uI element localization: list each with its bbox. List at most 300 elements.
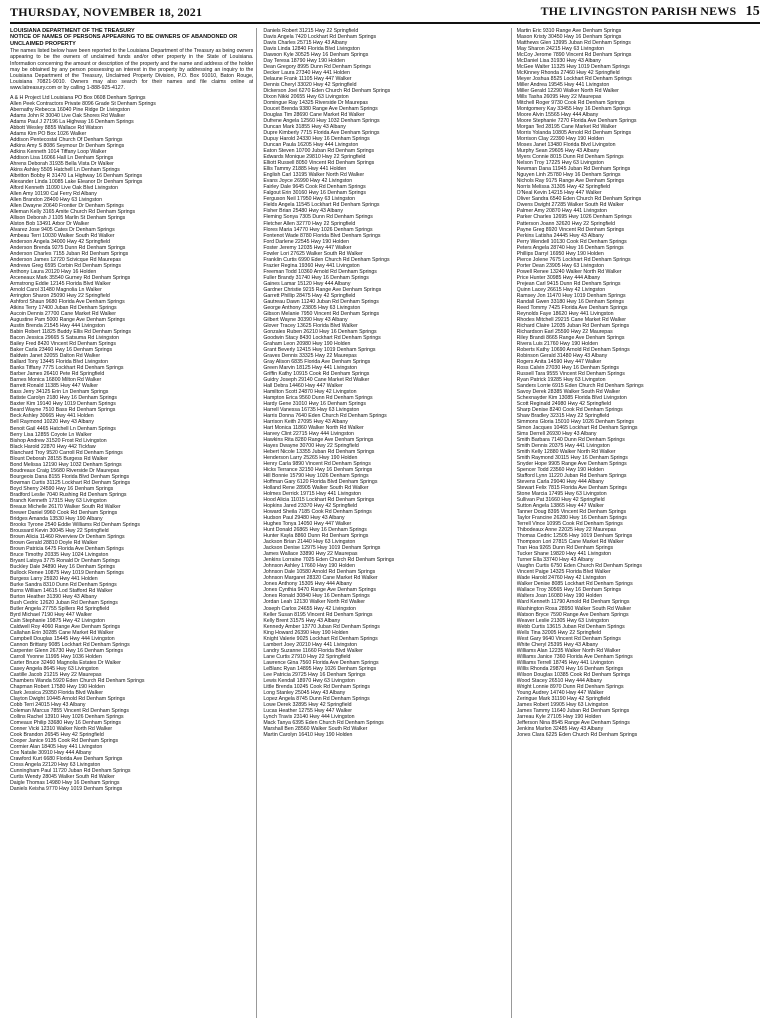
owner-entry: Smith Kelly 12880 Walker North Rd Walker bbox=[516, 449, 616, 456]
owner-entry: Brown Patricia 6475 Florida Ave Denham Springs bbox=[10, 545, 124, 552]
owner-entry: Cooper Janice 9135 Cook Rd Denham Springs bbox=[10, 738, 119, 745]
owner-entry: Snyder Hope 9905 Range Ave Denham Springs bbox=[516, 461, 627, 468]
owner-entry: Norris Melissa 31305 Hwy 42 Springfield bbox=[516, 184, 611, 191]
owner-entry: Dean Gregory 8995 Dunn Rd Denham Springs bbox=[263, 64, 371, 71]
owner-entry: Sutton Angela 13865 Hwy 447 Walker bbox=[516, 503, 604, 510]
owner-entry: Mack Tanya 6395 Eden Church Rd Denham Springs bbox=[263, 719, 384, 726]
owner-entry: Brown Alicia 11460 Riverview Dr Denham Springs bbox=[10, 533, 125, 540]
owner-entry: Parker Charles 12695 Hwy 1026 Denham Springs bbox=[516, 214, 632, 221]
owner-entry: Long Stanley 25045 Hwy 43 Albany bbox=[263, 689, 346, 696]
owner-entry: Myers Connie 8015 Dunn Rd Denham Springs bbox=[516, 154, 624, 161]
owner-entry: Porter Dean 23905 Hwy 63 Livingston bbox=[516, 262, 605, 269]
owner-entry: Armstrong Eddie 12145 Florida Blvd Walker bbox=[10, 281, 111, 288]
owner-entry: Hayes Dwayne 30700 Hwy 22 Springfield bbox=[263, 443, 359, 450]
owner-entry: Jenkins Lorraine 7025 Eden Church Rd Denham Springs bbox=[263, 557, 395, 564]
owner-entry: Davis Linda 12840 Florida Blvd Livingston bbox=[263, 46, 360, 53]
owner-entry: James Wallace 33890 Hwy 22 Maurepas bbox=[263, 551, 358, 558]
owner-entry: Blount Deborah 28155 Burgess Rd Walker bbox=[10, 455, 108, 462]
owner-entry: Kelly Brent 31575 Hwy 43 Albany bbox=[263, 617, 341, 624]
owner-entry: Anderson Charles 7155 Juban Rd Denham Springs bbox=[10, 251, 129, 258]
owner-entry: Guidry Joseph 29140 Cane Market Rd Walker bbox=[263, 376, 370, 383]
owner-entry: Oliver Sandra 6540 Eden Church Rd Denham Springs bbox=[516, 196, 642, 203]
owner-entry: Castille Jacob 21215 Hwy 22 Maurepas bbox=[10, 672, 102, 679]
owner-entry: Allison Deborah J 1105 Marlin St Denham Springs bbox=[10, 214, 126, 221]
owner-entry: Richard Claire 12035 Juban Rd Denham Springs bbox=[516, 322, 630, 329]
owner-entry: Dennis Cheryl 33020 Hwy 42 Springfield bbox=[263, 82, 357, 89]
owner-entry: Mason Kristy 30450 Hwy 16 Denham Springs bbox=[516, 34, 622, 41]
column-1 bbox=[10, 28, 253, 1018]
owner-entry: Eaton Steven 10700 Juban Rd Denham Springs bbox=[263, 148, 375, 155]
owner-entry: Glover Tracey 13625 Florida Blvd Walker bbox=[263, 322, 358, 329]
column-divider bbox=[511, 28, 512, 1018]
owner-entry: Chapman Robert 17580 Hwy 190 Holden bbox=[10, 684, 105, 691]
owner-entry: Williams Alan 12235 Walker North Rd Walker bbox=[516, 647, 621, 654]
owner-entry: Harvey Clint 22715 Hwy 444 Livingston bbox=[263, 431, 354, 438]
owner-entry: Sullivan Pat 31660 Hwy 42 Springfield bbox=[516, 497, 605, 504]
owner-entry: Hoffman Gary 6120 Florida Blvd Denham Springs bbox=[263, 479, 378, 486]
owner-entry: Lambert Joey 20210 Hwy 441 Livingston bbox=[263, 641, 358, 648]
owner-entry: Gonzales Ruben 26210 Hwy 16 Denham Springs bbox=[263, 328, 377, 335]
owner-entry: Broussard Kevin 30045 Hwy 22 Springfield bbox=[10, 527, 109, 534]
owner-entry: Burgess Larry 25920 Hwy 441 Holden bbox=[10, 575, 98, 582]
owner-entry: Ambeau Terri 10030 Walker South Rd Walker bbox=[10, 233, 115, 239]
owner-entry: Hood Alicia 11015 Lockhart Rd Denham Springs bbox=[263, 497, 375, 504]
owner-entry: Burke Sandra 8310 Dunn Rd Denham Springs bbox=[10, 581, 117, 588]
owner-entry: Smith Dennis 20375 Hwy 441 Livingston bbox=[516, 443, 610, 450]
owner-entry: Lowe Derek 32895 Hwy 42 Springfield bbox=[263, 701, 352, 708]
owner-entry: George Anthony 23805 Hwy 63 Livingston bbox=[263, 304, 361, 311]
owner-entry: Jones Ronald 30840 Hwy 16 Denham Springs bbox=[263, 593, 370, 600]
owner-entry: Domingue Ray 14325 Riverside Dr Maurepas bbox=[263, 100, 368, 107]
owner-entry: Randall Gwen 33180 Hwy 16 Denham Springs bbox=[516, 298, 624, 305]
owner-entry: Albritton Bobby R 31470 La Highway 16 Denham Springs bbox=[10, 172, 143, 179]
owner-entry: Hamilton Scott 24870 Hwy 42 Livingston bbox=[263, 388, 357, 395]
owner-entry: Reynolds Faye 18620 Hwy 441 Livingston bbox=[516, 310, 614, 317]
owner-entry: Price Hunter 30985 Hwy 444 Albany bbox=[516, 274, 600, 281]
owner-entry: Aucoin Dennis 27700 Cane Market Rd Walker bbox=[10, 311, 116, 318]
owner-entry: Duncan Paula 16205 Hwy 444 Livingston bbox=[263, 142, 359, 149]
owner-entry: Ward Kenneth 11790 Arnold Rd Denham Springs bbox=[516, 599, 630, 606]
owner-entry: Blanchard Troy 9520 Carroll Rd Denham Springs bbox=[10, 449, 123, 456]
owner-entry: Bourgeois Dana 8155 Florida Blvd Denham Springs bbox=[10, 473, 130, 480]
owner-entry: Delaune Frank 11105 Hwy 447 Walker bbox=[263, 76, 352, 83]
page-number: 15 bbox=[745, 4, 760, 19]
owner-entry: Davis Angela 7420 Lockhart Rd Denham Springs bbox=[263, 34, 377, 41]
owner-entry: Barrett Ronald 11385 Hwy 447 Walker bbox=[10, 383, 98, 390]
owner-entry: Foster Jeremy 12035 Hwy 447 Walker bbox=[263, 244, 352, 251]
owner-entry: Bell Raymond 10220 Hwy 43 Albany bbox=[10, 419, 94, 426]
owner-entry: Jones Cynthia 9470 Range Ave Denham Springs bbox=[263, 587, 376, 594]
owner-entry: Stevens Carla 29040 Hwy 444 Albany bbox=[516, 479, 604, 486]
owner-entry: Falgout Erin 30160 Hwy 16 Denham Springs bbox=[263, 190, 366, 197]
owner-entry: Daigle Thomas 14980 Hwy 16 Denham Springs bbox=[10, 780, 120, 787]
owner-entry: May Sharon 24215 Hwy 63 Livingston bbox=[516, 46, 605, 53]
owner-entry: Anthony Laura 20120 Hwy 16 Holden bbox=[10, 269, 97, 276]
owner-entry: Nelson Troy 17225 Hwy 63 Livingston bbox=[516, 160, 604, 167]
owner-entry: Lewis Kendall 18970 Hwy 63 Livingston bbox=[263, 677, 355, 684]
owner-entry: Lucas Heather 12755 Hwy 447 Walker bbox=[263, 707, 352, 714]
owner-entry: Morgan Ted 28195 Cane Market Rd Walker bbox=[516, 124, 617, 131]
owner-entry: Dufrene Angela 12560 Hwy 1032 Denham Springs bbox=[263, 118, 380, 125]
owner-entry: Andrews Greg 6595 Corbin Rd Denham Springs bbox=[10, 263, 122, 270]
owner-entry: Nichols Ray 9175 Range Ave Denham Springs bbox=[516, 178, 625, 185]
owner-entry: Barnes Monica 16800 Milton Rd Walker bbox=[10, 377, 102, 384]
owner-entry: Grant Beverly 12415 Hwy 1019 Denham Springs bbox=[263, 346, 376, 353]
owner-entry: Hawkins Rita 8280 Range Ave Denham Springs bbox=[263, 437, 374, 444]
owner-entry: Thompson Lori 27815 Cane Market Rd Walker bbox=[516, 539, 624, 546]
owner-entry: Little Brenda 10245 Cook Rd Denham Springs bbox=[263, 683, 371, 690]
owner-entry: Curtis Wendy 28045 Walker South Rd Walker bbox=[10, 774, 115, 781]
owner-entry: Alford Kenneth 11090 Live Oak Blvd Livingston bbox=[10, 184, 119, 191]
owner-entry: Miller Andrea 19545 Hwy 441 Livingston bbox=[516, 82, 610, 89]
owner-entry: Arnold Carol 31480 Magnolia Ln Walker bbox=[10, 287, 102, 294]
owner-entry: Black Harold 22870 Hwy 442 Tickfaw bbox=[10, 443, 96, 450]
owner-entry: Nguyen Linh 25780 Hwy 16 Denham Springs bbox=[516, 172, 621, 179]
owner-entry: Rivera Luis 21760 Hwy 190 Holden bbox=[516, 340, 598, 347]
owner-entry: Mitchell Roger 9730 Cook Rd Denham Springs bbox=[516, 100, 625, 107]
owner-entry: Moore Alvin 15565 Hwy 444 Albany bbox=[516, 112, 599, 119]
owner-entry: Jones Clara 6225 Eden Church Rd Denham Springs bbox=[516, 731, 638, 738]
owner-entry: Carter Bruce 32460 Magnolia Estates Dr Walker bbox=[10, 660, 121, 667]
owner-entry: Murphy Sean 29605 Hwy 43 Albany bbox=[516, 148, 600, 155]
owner-entry: Bullock Renee 10875 Hwy 1019 Denham Springs bbox=[10, 569, 124, 576]
owner-entry: Stone Marcia 17495 Hwy 63 Livingston bbox=[516, 491, 607, 498]
owner-entry: Riley Brandi 8665 Range Ave Denham Springs bbox=[516, 334, 625, 341]
owner-entry: Johnson Dale 10580 Arnold Rd Denham Springs bbox=[263, 569, 376, 576]
owner-entry: LeBlanc Ryan 14895 Hwy 1026 Denham Springs bbox=[263, 665, 377, 672]
owner-entry: Moses Janet 13480 Florida Blvd Livingston bbox=[516, 142, 616, 149]
owner-entry: Ross Calvin 27030 Hwy 16 Denham Springs bbox=[516, 364, 620, 371]
owner-entry: Davis Charles 25715 Hwy 43 Albany bbox=[263, 40, 348, 47]
owner-entry: Dupuy Harold 24330 Hwy 16 Denham Springs bbox=[263, 136, 370, 143]
owner-entry: Chambers Wanda 5920 Eden Church Rd Denham Springs bbox=[10, 678, 145, 685]
owner-entry: Cross Angela 22120 Hwy 63 Livingston bbox=[10, 762, 101, 769]
owner-entry: Richardson Earl 25590 Hwy 22 Maurepas bbox=[516, 328, 613, 335]
owner-entry: Atkins Terry 17400 Juban Rd Denham Springs bbox=[10, 305, 117, 312]
owner-entry: Wells Tina 32005 Hwy 22 Springfield bbox=[516, 629, 602, 636]
owner-entry: Cain Stephanie 19875 Hwy 42 Livingston bbox=[10, 618, 105, 624]
owner-entry: Allen Brandon 28400 Hwy 63 Livingston bbox=[10, 196, 102, 203]
owner-entry: Hicks Terrance 32150 Hwy 16 Denham Springs bbox=[263, 467, 373, 474]
owner-entry: Harrell Vanessa 16735 Hwy 63 Livingston bbox=[263, 406, 360, 413]
owner-entry: Evans Joyce 26990 Hwy 42 Livingston bbox=[263, 178, 353, 185]
owner-entry: Cunningham Paul 11720 Juban Rd Denham Springs bbox=[10, 768, 131, 775]
owner-entry: Robinson Gerald 31480 Hwy 43 Albany bbox=[516, 352, 608, 359]
owner-entry: Peters Angela 28740 Hwy 16 Denham Springs bbox=[516, 244, 624, 251]
owner-entry: Jackson Brian 21440 Hwy 63 Livingston bbox=[263, 539, 356, 546]
paper-title: THE LIVINGSTON PARISH NEWS bbox=[540, 4, 737, 18]
owner-entry: Howard Sheila 7185 Cook Rd Denham Springs bbox=[263, 509, 372, 516]
owner-entry: Adams Kim PO Box 1026 Walker bbox=[10, 130, 87, 137]
owner-entry: Carroll Yvonne 11995 Hwy 1036 Holden bbox=[10, 654, 102, 661]
owner-entry: Casey Angela 8645 Hwy 63 Livingston bbox=[10, 666, 99, 673]
owner-entry: Green Marvin 18125 Hwy 441 Livingston bbox=[263, 364, 358, 371]
owner-entry: Jackson Denise 12975 Hwy 1019 Denham Springs bbox=[263, 545, 381, 552]
owner-entry: Bishop Andrew 31520 Frost Rd Livingston bbox=[10, 437, 107, 444]
column-divider bbox=[256, 28, 257, 1018]
owner-entry: King Howard 26390 Hwy 190 Holden bbox=[263, 629, 349, 636]
owner-entry: Day Teresa 18790 Hwy 190 Holden bbox=[263, 58, 345, 65]
owner-entry: Dickerson Joel 6270 Eden Church Rd Denham Springs bbox=[263, 88, 391, 95]
owner-entry: James Robert 19905 Hwy 63 Livingston bbox=[516, 701, 609, 708]
owner-entry: Washington Rosa 28950 Walker South Rd Walker bbox=[516, 605, 632, 612]
owner-entry: Gibson Melanie 7950 Vincent Rd Denham Springs bbox=[263, 310, 380, 317]
owner-entry: Clark Jessica 29350 Florida Blvd Walker bbox=[10, 690, 103, 697]
owner-entry: Tucker Shane 19820 Hwy 441 Livingston bbox=[516, 551, 612, 558]
owner-entry: Owens Dwight 27285 Walker South Rd Walker bbox=[516, 202, 624, 209]
owner-entry: Alvarez Jose 9405 Cates Dr Denham Springs bbox=[10, 226, 115, 233]
owner-entry: Kennedy Amber 13770 Juban Rd Denham Springs bbox=[263, 623, 380, 630]
owner-entry: Ballard Tony 13445 Florida Blvd Livingston bbox=[10, 359, 108, 366]
owner-entry: Decker Laura 27340 Hwy 441 Holden bbox=[263, 70, 350, 77]
owner-entry: Anderson Angela 34000 Hwy 42 Springfield bbox=[10, 239, 111, 246]
owner-entry: Bond Melissa 12190 Hwy 1032 Denham Springs bbox=[10, 461, 122, 468]
owner-entry: Franklin Curtis 6990 Eden Church Rd Denham Springs bbox=[263, 256, 390, 263]
owner-entry: Simmons Gloria 15010 Hwy 1026 Denham Springs bbox=[516, 419, 635, 426]
owner-entry: Fairley Dale 9645 Cook Rd Denham Springs bbox=[263, 184, 366, 191]
owner-entry: Newman Dana 11945 Juban Rd Denham Springs bbox=[516, 166, 631, 173]
owner-entry: Graves Dennis 33325 Hwy 22 Maurepas bbox=[263, 352, 357, 359]
owner-entry: Young Audrey 14740 Hwy 447 Walker bbox=[516, 689, 604, 696]
owner-entry: Savoy Derek 28385 Walker South Rd Walker bbox=[516, 388, 621, 395]
owner-entry: Joseph Carlos 24655 Hwy 42 Livingston bbox=[263, 605, 356, 612]
owner-entry: Hill Bonnie 15790 Hwy 1026 Denham Springs bbox=[263, 473, 369, 480]
owner-entry: Cox Natalie 30910 Hwy 444 Albany bbox=[10, 750, 92, 757]
owner-entry: Conner Vicki 12310 Walker North Rd Walker bbox=[10, 726, 113, 733]
owner-entry: Edwards Monique 29810 Hwy 22 Springfield bbox=[263, 154, 366, 161]
owner-entry: Brewer Daniel 9960 Cook Rd Denham Springs bbox=[10, 509, 118, 516]
owner-entry: Dawson Kyle 30525 Hwy 16 Denham Springs bbox=[263, 52, 369, 59]
owner-entry: Wilson Douglas 10385 Cook Rd Denham Springs bbox=[516, 671, 631, 678]
owner-entry: Hunt Donald 26865 Hwy 16 Denham Springs bbox=[263, 527, 367, 534]
owner-entry: Holland Rene 28905 Walker South Rd Walker bbox=[263, 485, 369, 492]
owner-entry: Spencer Todd 23560 Hwy 190 Holden bbox=[516, 467, 604, 474]
owner-entry: Flores Maria 14770 Hwy 1026 Denham Springs bbox=[263, 226, 373, 233]
owner-entry: Johnson Ashley 17660 Hwy 190 Holden bbox=[263, 563, 356, 570]
owner-entry: Augustine Pam 5000 Range Ave Denham Springs bbox=[10, 317, 125, 324]
owner-entry: West Gary 9640 Vincent Rd Denham Springs bbox=[516, 635, 621, 642]
owner-entry: Goodwin Stacy 8430 Lockhart Rd Denham Springs bbox=[263, 334, 381, 341]
owner-entry: Willis Rhonda 29870 Hwy 16 Denham Springs bbox=[516, 665, 624, 672]
owner-entry: A & H Project Ltd Louisiana PO Box 0608 Denham Springs bbox=[10, 94, 146, 101]
owner-entry: Walker Denise 8085 Lockhart Rd Denham Springs bbox=[516, 581, 633, 588]
owner-entry: Comeaux Philip 33680 Hwy 16 Denham Springs bbox=[10, 720, 122, 727]
owner-entry: McCoy Jerome 7890 Vincent Rd Denham Springs bbox=[516, 52, 632, 59]
owner-entry: Addison Pentecostal Church Of Denham Springs bbox=[10, 136, 123, 143]
owner-entry: Dixon Nikki 20655 Hwy 63 Livingston bbox=[263, 94, 349, 101]
owner-entry: Burton Heather 31390 Hwy 43 Albany bbox=[10, 593, 97, 600]
owner-entry: Walters Joan 16080 Hwy 190 Holden bbox=[516, 593, 603, 600]
owner-entry: Campbell Douglas 15445 Hwy 444 Livingston bbox=[10, 636, 115, 643]
owner-entry: Wright Lonnie 8970 Dunn Rd Denham Springs bbox=[516, 683, 624, 690]
owner-entry: Prejean Carl 9415 Dunn Rd Denham Springs bbox=[516, 280, 621, 287]
owner-entry: Bush Cedric 12620 Juban Rd Denham Springs bbox=[10, 599, 118, 606]
owner-entry: Webb Curtis 13615 Juban Rd Denham Springs bbox=[516, 623, 625, 630]
owner-entry: Tanner Doug 8395 Vincent Rd Denham Springs bbox=[516, 509, 627, 516]
owner-entry: Jarreau Kyle 27105 Hwy 190 Holden bbox=[516, 713, 602, 720]
issue-date: THURSDAY, NOVEMBER 18, 2021 bbox=[10, 5, 203, 19]
owner-entry: Rhodes Mitchell 29215 Cane Market Rd Walker bbox=[516, 316, 627, 323]
owner-entry: Meyer Joshua 8525 Lockhart Rd Denham Springs bbox=[516, 76, 632, 83]
owner-entry: Adkins Kenneth 1014 Tiffany Loop Walker bbox=[10, 148, 107, 155]
owner-entry: Brooks Tyrone 2540 Eddie Williams Rd Denham Springs bbox=[10, 521, 140, 528]
owner-entry: Alleman Kelly 3165 Amite Church Rd Denham Springs bbox=[10, 208, 136, 215]
owner-entry: Collins Rachel 13910 Hwy 1026 Denham Springs bbox=[10, 714, 124, 721]
owner-entry: Hughes Tonya 14050 Hwy 447 Walker bbox=[263, 521, 352, 528]
owner-entry: Phillips Darryl 16950 Hwy 190 Holden bbox=[516, 250, 604, 257]
owner-entry: Payne Greg 8920 Vincent Rd Denham Springs bbox=[516, 226, 625, 233]
owner-entry: Baxter Kim 19140 Hwy 1019 Denham Springs bbox=[10, 401, 116, 408]
owner-entry: Fisher Brian 25480 Hwy 43 Albany bbox=[263, 208, 343, 215]
owner-entry: McGee Walter 11325 Hwy 1019 Denham Springs bbox=[516, 64, 630, 71]
owner-entry: Gilbert Wayne 30390 Hwy 43 Albany bbox=[263, 316, 348, 323]
owner-entry: Zeringue Mark 31190 Hwy 42 Springfield bbox=[516, 695, 611, 702]
owner-entry: James Tammy 11640 Juban Rd Denham Springs bbox=[516, 707, 630, 714]
owner-entry: Schexnayder Kim 13085 Florida Blvd Livingston bbox=[516, 394, 627, 401]
owner-entry: Burns William 14615 Lod Stafford Rd Walker bbox=[10, 587, 113, 594]
owner-entry: Baker Carla 23460 Hwy 16 Denham Springs bbox=[10, 347, 113, 354]
owner-entry: Gautreau Dawn 11240 Juban Rd Denham Springs bbox=[263, 298, 379, 305]
owner-entry: Taylor Francine 26280 Hwy 16 Denham Springs bbox=[516, 515, 627, 522]
owner-entry: Alexander Linda 10085 Lake Eleanor Dr Denham Springs bbox=[10, 178, 143, 185]
owner-entry: Wood Stacey 26510 Hwy 444 Albany bbox=[516, 677, 602, 684]
owner-entry: Banks Tiffany 7775 Lockhart Rd Denham Springs bbox=[10, 365, 124, 372]
owner-entry: Bass Jerry 34125 Erin Ln Denham Springs bbox=[10, 389, 109, 396]
owner-entry: Butler Angela 27755 Spillers Rd Springfield bbox=[10, 605, 110, 612]
owner-entry: Landry Suzanne 11660 Florida Blvd Walker bbox=[263, 647, 363, 654]
owner-entry: Fletcher Allen 32770 Hwy 22 Springfield bbox=[263, 220, 356, 227]
owner-entry: Callahan Erin 30285 Cane Market Rd Walker bbox=[10, 630, 114, 637]
owner-entry: Johnson Margaret 28320 Cane Market Rd Walker bbox=[263, 575, 378, 582]
owner-entry: Vincent Paige 14325 Florida Blvd Walker bbox=[516, 569, 611, 576]
owner-entry: Hebert Nicole 13355 Juban Rd Denham Springs bbox=[263, 449, 375, 456]
owner-entry: Duncan Mark 31855 Hwy 43 Albany bbox=[263, 124, 346, 131]
owner-entry: Jordan Leah 12130 Walker North Rd Walker bbox=[263, 599, 366, 606]
owner-entry: Ferguson Neil 17950 Hwy 63 Livingston bbox=[263, 196, 356, 203]
owner-entry: Allen Amy 10190 Cal Ferry Rd Albany bbox=[10, 190, 97, 197]
owner-entry: Lopez Angela 8745 Dunn Rd Denham Springs bbox=[263, 695, 370, 702]
owner-entry: Adkins Amy S 8086 Seymour Dr Denham Springs bbox=[10, 142, 125, 149]
owner-entry: Ramsey Jon 11470 Hwy 1019 Denham Springs bbox=[516, 292, 626, 299]
owner-entry: Fuller Brandy 31740 Hwy 16 Denham Springs bbox=[263, 274, 369, 281]
owner-entry: Wade Harold 24760 Hwy 42 Livingston bbox=[516, 575, 607, 582]
owner-entry: White Cheryl 25395 Hwy 43 Albany bbox=[516, 641, 598, 648]
owner-entry: Bradford Leslie 7040 Rushing Rd Denham Springs bbox=[10, 491, 127, 498]
owner-entry: Henry Carla 9890 Vincent Rd Denham Springs bbox=[263, 461, 371, 468]
owner-entry: Anderson Brenda 9275 Dunn Rd Denham Springs bbox=[10, 245, 126, 252]
owner-entry: Martin Carolyn 16410 Hwy 190 Holden bbox=[263, 731, 353, 738]
owner-entry: Ahrens Deborah 31935 Bella Vista Dr Walker bbox=[10, 160, 114, 167]
owner-entry: Hall Debra 14460 Hwy 447 Walker bbox=[263, 382, 343, 389]
owner-entry: Dupre Kimberly 7715 Florida Ave Denham Springs bbox=[263, 130, 380, 137]
notice-body: The names listed below have been reported to the Louisiana Department of the Treasury as being owners appearing to be the owners of unclaimed funds and/or other property in the State of Louisiana. Information concerning the amount or description of the property and the name and address of the holder may be obtained by any person possessing an interest in the property by addressing an inquiry to the Louisiana Department of the Treasury, Unclaimed Property Division, P.O. Box 91010, Baton Rouge, Louisiana 70821-9010. Owners may also search for their names and file claims online at www.latreasury.com or by calling 1-888-925-4127. bbox=[10, 48, 254, 92]
owner-entry: Perkins Latisha 24445 Hwy 43 Albany bbox=[516, 232, 604, 239]
owner-entry: Griffin Kathy 10915 Cook Rd Denham Springs bbox=[263, 370, 370, 377]
owner-entry: Berry Lisa 12855 Coyote Ln Walker bbox=[10, 431, 92, 438]
owner-entry: Ashford Shaun 9680 Florida Ave Denham Springs bbox=[10, 299, 125, 306]
owner-entry: Knight Valerie 9025 Lockhart Rd Denham Springs bbox=[263, 635, 378, 642]
owner-entry: Lane Curtis 27910 Hwy 22 Springfield bbox=[263, 653, 351, 660]
owner-entry: O'Neal Kevin 14215 Hwy 447 Walker bbox=[516, 190, 602, 197]
owner-entry: Douglas Tim 28690 Cane Market Rd Walker bbox=[263, 112, 365, 119]
owner-entry: Boudreaux Craig 15680 Riverside Dr Maurepas bbox=[10, 467, 120, 474]
owner-entry: Graham Leon 20980 Hwy 190 Holden bbox=[263, 340, 351, 347]
owner-entry: Elliott Russell 8050 Vincent Rd Denham Springs bbox=[263, 160, 375, 167]
owner-entry: Reed Tommy 7425 Florida Ave Denham Springs bbox=[516, 304, 628, 311]
owner-entry: Daniels Robert 31215 Hwy 22 Springfield bbox=[263, 28, 359, 34]
owner-entry: Breaux Michelle 26170 Walker South Rd Walker bbox=[10, 503, 121, 510]
owner-entry: Scott Reginald 24980 Hwy 42 Springfield bbox=[516, 400, 611, 407]
owner-entry: Abernathy Rebecca 16040 Pine Ridge Dr Livingston bbox=[10, 106, 130, 113]
column-2 bbox=[263, 28, 506, 1018]
owner-entry: Powell Renee 13240 Walker North Rd Walker bbox=[516, 268, 622, 275]
owner-entry: Henderson Larry 25265 Hwy 190 Holden bbox=[263, 455, 358, 462]
owner-entry: Ryan Patrick 19285 Hwy 63 Livingston bbox=[516, 376, 606, 383]
owner-entry: Gray Alison 6835 Florida Ave Denham Springs bbox=[263, 358, 371, 365]
owner-entry: Vaughn Curtis 6750 Eden Church Rd Denham Springs bbox=[516, 563, 642, 570]
owner-entry: Arceneaux Mark 35540 Gurney Rd Denham Springs bbox=[10, 275, 131, 282]
owner-entry: Terrell Vince 10995 Cook Rd Denham Springs bbox=[516, 521, 623, 528]
owner-entry: Keller Susan 8195 Vincent Rd Denham Springs bbox=[263, 611, 373, 618]
column-3-entries bbox=[517, 28, 760, 738]
owner-entry: Brown Gerald 28810 Doyle Rd Walker bbox=[10, 539, 98, 546]
owner-entry: Palmer Amy 20870 Hwy 441 Livingston bbox=[516, 208, 607, 215]
owner-entry: Lawrence Gina 7560 Florida Ave Denham Springs bbox=[263, 659, 379, 666]
owner-entry: Morrison Clay 22390 Hwy 190 Holden bbox=[516, 136, 605, 143]
owner-entry: Clayton Dwight 10445 Arnold Rd Denham Springs bbox=[10, 696, 126, 703]
owner-entry: Roberts Kathy 10690 Arnold Rd Denham Springs bbox=[516, 346, 630, 353]
owner-entry: Shaw Bradley 32315 Hwy 22 Springfield bbox=[516, 413, 610, 419]
owner-entry: Ellis Tammy 21885 Hwy 441 Holden bbox=[263, 166, 347, 173]
owner-entry: Adams Paul J 27196 La Highway 16 Denham Springs bbox=[10, 118, 134, 125]
owner-entry: Fowler Lori 27625 Walker South Rd Walker bbox=[263, 250, 363, 257]
owner-entry: Rogers Anita 14590 Hwy 447 Walker bbox=[516, 358, 602, 365]
owner-entry: Sharp Denise 8240 Cook Rd Denham Springs bbox=[516, 406, 623, 413]
owner-entry: Arrington Sharon 25090 Hwy 22 Springfield bbox=[10, 293, 110, 300]
column-2-entries bbox=[263, 28, 506, 738]
column-3 bbox=[517, 28, 760, 1018]
owner-entry: Austin Brenda 21545 Hwy 444 Livingston bbox=[10, 323, 105, 330]
owner-entry: Adams John R 30040 Live Oak Shores Rd Walker bbox=[10, 112, 126, 119]
owner-entry: Hopkins Jared 23370 Hwy 42 Springfield bbox=[263, 503, 358, 510]
owner-entry: Allen Peek Contractors Private 8096 Grade St Denham Springs bbox=[10, 100, 156, 107]
owner-entry: Coleman Marcus 7855 Vincent Rd Denham Springs bbox=[10, 708, 129, 715]
owner-entry: Hampton Erica 9560 Dunn Rd Denham Springs bbox=[263, 394, 373, 401]
owner-entry: Cannon Brittany 9085 Lockhart Rd Denham Springs bbox=[10, 642, 130, 649]
owner-entry: Barber James 26410 Pete Rd Springfield bbox=[10, 371, 105, 378]
notice-heading: LOUISIANA DEPARTMENT OF THE TREASURY bbox=[10, 28, 135, 34]
owner-entry: Moore Stephanie 7270 Florida Ave Denham Springs bbox=[516, 118, 637, 125]
notice-columns bbox=[10, 28, 760, 1018]
owner-entry: Marshall Ben 28560 Walker South Rd Walker bbox=[263, 725, 368, 732]
owner-entry: Fontenot Wade 8780 Florida Blvd Denham Springs bbox=[263, 232, 381, 239]
owner-entry: Carpenter Glenn 26730 Hwy 16 Denham Springs bbox=[10, 648, 124, 655]
column-1-entries bbox=[10, 95, 253, 793]
owner-entry: Smith Raymond 30115 Hwy 16 Denham Springs bbox=[516, 455, 628, 462]
owner-entry: Cormier Alan 18405 Hwy 441 Livingston bbox=[10, 744, 103, 751]
owner-entry: Bruce Timothy 20335 Hwy 1024 Livingston bbox=[10, 551, 109, 558]
owner-entry: Buckley Dale 34890 Hwy 16 Denham Springs bbox=[10, 563, 115, 570]
owner-entry: Caldwell Roy 4060 Range Ave Denham Springs bbox=[10, 624, 121, 631]
owner-entry: Harrison Keith 27095 Hwy 43 Albany bbox=[263, 419, 348, 426]
owner-entry: Williams Janice 7360 Florida Ave Denham Springs bbox=[516, 653, 633, 660]
owner-entry: English Carl 13195 Walker North Rd Walker bbox=[263, 172, 365, 179]
owner-entry: Branch Kenneth 17315 Hwy 63 Livingston bbox=[10, 497, 107, 504]
owner-entry: Thomas Cedric 12505 Hwy 1019 Denham Springs bbox=[516, 533, 633, 540]
owner-entry: Williams Terrell 18745 Hwy 441 Livingston bbox=[516, 659, 614, 666]
owner-entry: Quinn Lacey 26615 Hwy 42 Livingston bbox=[516, 286, 606, 293]
owner-entry: Weaver Leslie 21305 Hwy 63 Livingston bbox=[516, 617, 609, 624]
